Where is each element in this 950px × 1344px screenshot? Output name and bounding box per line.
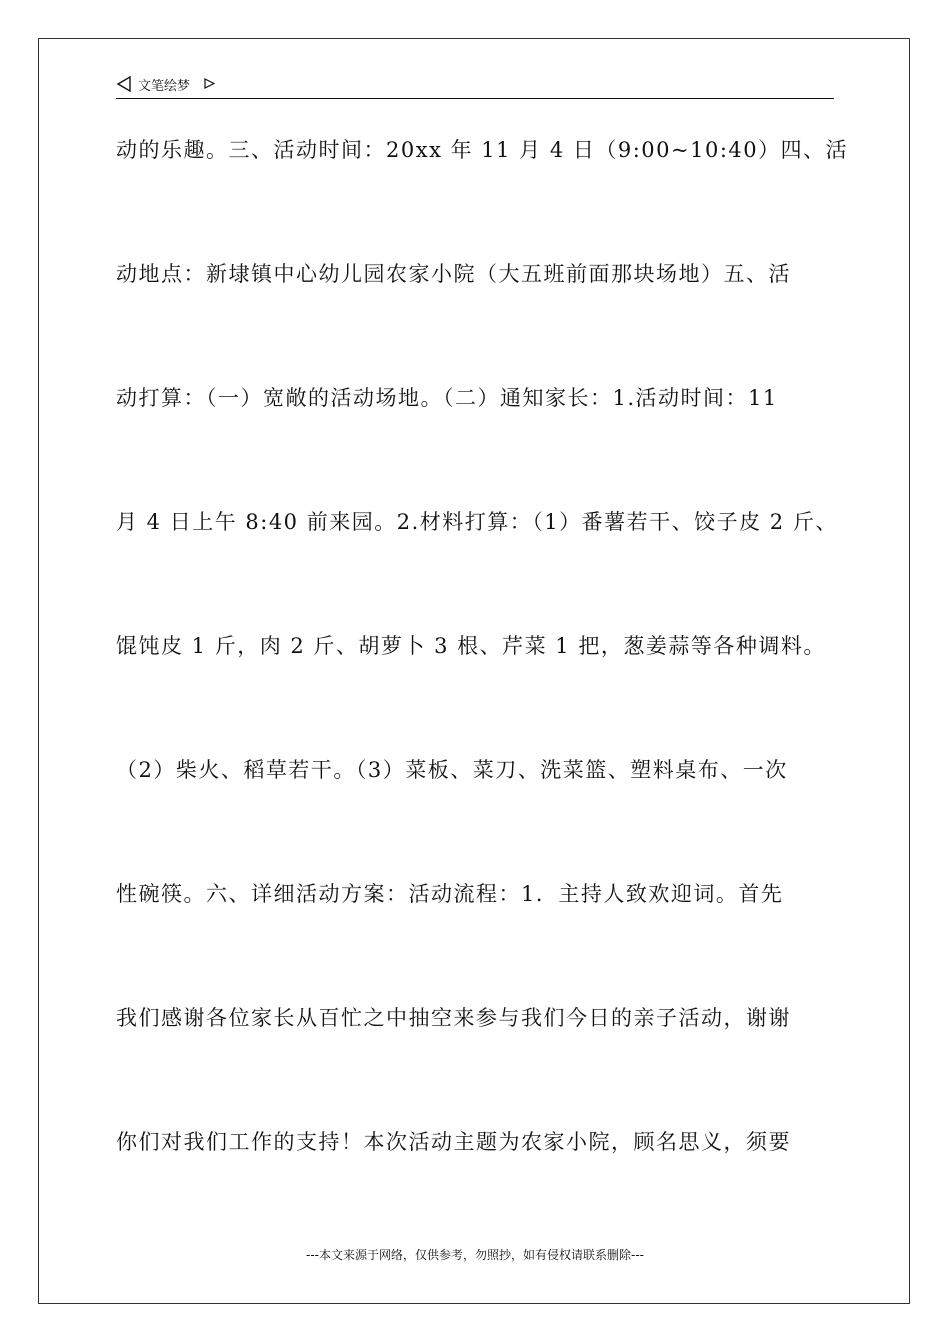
text-line: 你们对我们工作的支持！本次活动主题为农家小院，顾名思义，须要 [116,1130,791,1154]
text-line: 性碗筷。六、详细活动方案：活动流程：1．主持人致欢迎词。首先 [116,882,784,906]
text-line: 月 4 日上午 8:40 前来园。2.材料打算：（1）番薯若干、饺子皮 2 斤、 [116,510,838,534]
triangle-right-outline-icon [204,78,215,89]
header-brand: 文笔绘梦 [138,79,191,94]
text-line: 动地点：新埭镇中心幼儿园农家小院（大五班前面那块场地）五、活 [116,262,791,286]
document-body [116,124,856,1240]
text-line: 动的乐趣。三、活动时间：20xx 年 11 月 4 日（9:00~10:40）四、活 [116,138,849,162]
text-line: 动打算：（一）宽敞的活动场地。（二）通知家长：1.活动时间：11 [116,386,778,410]
triangle-left-outline-icon [116,76,132,92]
page-footer: ---本文来源于网络，仅供参考，勿照抄，如有侵权请联系删除--- [306,1248,644,1262]
text-line: 我们感谢各位家长从百忙之中抽空来参与我们今日的亲子活动，谢谢 [116,1006,791,1030]
page-header [116,74,834,99]
text-line: （2）柴火、稻草若干。（3）菜板、菜刀、洗菜篮、塑料桌布、一次 [116,758,788,782]
text-line: 馄饨皮 1 斤，肉 2 斤、胡萝卜 3 根、芹菜 1 把，葱姜蒜等各种调料。 [116,634,826,658]
